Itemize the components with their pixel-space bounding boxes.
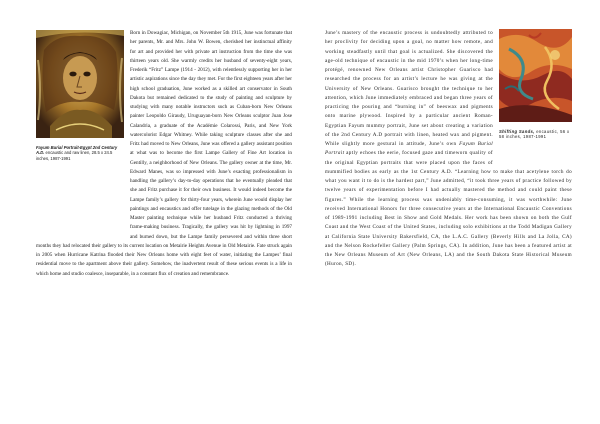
right-text-intro: June’s mastery of the encaustic process is undoubtedly attributed to her proclivity for deciding upon a goal, no matter how remote, and working steadfastly until that goal is actualized. She discovered the age-old technique of encaustic in the mid 1970’s when her long-time protégé, renowned New Orleans artist Christopher Guarisco had researched the process for an artist’s lecture he was giving at the University of New Orleans. Guarisco brought the technique to her attention, which June immediately embraced and began three years of practicing the pouring and “burning in” of beeswax and pigments onto marine plywood. Inspired by a particular ancient Roman-Egyptian Fayum mummy portrait, June set about creating a variation of the 2nd Century A.D portrait with linen, heated wax and pigment. While slightly more gestural in attitude, June’s own bbox=[325, 30, 493, 147]
left-caption-detail: encaustic and raw linen, 28.5 x 24.5 inches, 1987-1991 bbox=[36, 150, 113, 161]
left-figure bbox=[36, 29, 124, 237]
fayum-portrait-painting bbox=[36, 30, 124, 138]
right-text-portrait-title: Fayum Burial Portrait bbox=[325, 141, 493, 157]
left-caption-title: Fayum Burial Portrait-Egypt 2nd Century A.D. bbox=[36, 145, 118, 156]
left-figure-caption bbox=[36, 145, 124, 161]
right-column bbox=[325, 29, 572, 270]
right-figure-caption bbox=[499, 129, 572, 139]
right-caption-detail: encaustic, 56 x 58 inches, 1987-1991 bbox=[499, 129, 570, 140]
right-caption-title: Shifting Sands, bbox=[499, 129, 535, 135]
shifting-sands-painting bbox=[499, 29, 572, 122]
left-column-text: Born in Dowagiac, Michigan, on November 5th 1915, June was fortunate that her parents, Mr. and Mrs. John W. Bowen, cherished her instinctual affinity for art and provided her with private art instruction from the time she was thirteen years old. She warmly credits her husband of seventy-eight years, Frederik “Fritz” Lampe (1914 - 2012), with relentlessly supporting her in her artistic aspirations since the day they met. For the first eighteen years after her high school graduation, June worked as a skilled art conservator in South Dakota but remained dedicated to the study of painting and sculpture by studying with many notable instructors such as Cuban-born New Orleans painter Leopoldo Giraudy, Uruguayan-born New Orleans sculptor Juan Jose Calandria, a graduate of the Académie Colarossi, Paris, and New York watercolorist Edgar Whitney. While taking sculpture classes after she and Fritz had moved to New Orleans, June was offered a gallery assistant position at what was to become the first Lampe Gallery of Fine Art location in Gentilly, a neighborhood of New Orleans. The gallery owner at the time, Mr. Edward Manes, was so impressed with June’s exacting professionalism in handling the gallery’s day-to-day operations that he eventually pleaded that she and Fritz purchase it for their own business. It would indeed become the Lampe family’s gallery for thirty-four years, wherein June would display her paintings and encaustics and offer tutelage in the glazing methods of the Old Master painting technique while her husband Fritz conducted a thriving frame-making business. Tragically, the gallery was hit by lightning in 1997 and burned down, but the Lampe family persevered and within three short months they had relocated their gallery to its current location on Metairie Heights Avenue in Old Metairie. Fate struck again in 2005 when Hurricane Katrina flooded their New Orleans home with eight feet of water, initiating the Lampes’ final residential move to the apartment above their gallery. Somehow, the inadvertent result of these serious events is a life in which home and studio coalesce, inseparable, in a constant flux of creation and remembrance. bbox=[36, 30, 292, 277]
right-figure bbox=[499, 29, 572, 159]
right-text-rest: aptly echoes the eerie, focused gaze and timeworn quality of the original Egyptian portraits that were placed upon the faces of mummified bodies as early as the 1st Century A.D. “Learning how to make that acetylene torch do what you want it to do is the hardest part,” June admitted, “it took three years of practice followed by twelve years of experimentation before I had actually mastered the method and could paint these figures.” While the learning process was undeniably time-consuming, it was worthwhile: June received International Honors for three consecutive years at the International Encaustic Conventions of 1989-1991 including Best in Show and Gold Medals. Her work has been shown on both the Gulf Coast and the West Coast of the United States, including solo exhibitions at the Todd Madigan Gallery at California State University Bakersfield, CA, the L.A.C. Gallery (Beverly Hills and La Jolla, CA) and the Nelson Rockefeller Gallery (Palm Springs, CA). In addition, June has been a featured artist at the New Orleans Museum of Art (New Orleans, LA) and the South Dakota State Historical Museum (Huron, SD). bbox=[325, 150, 572, 268]
left-column bbox=[36, 29, 292, 279]
